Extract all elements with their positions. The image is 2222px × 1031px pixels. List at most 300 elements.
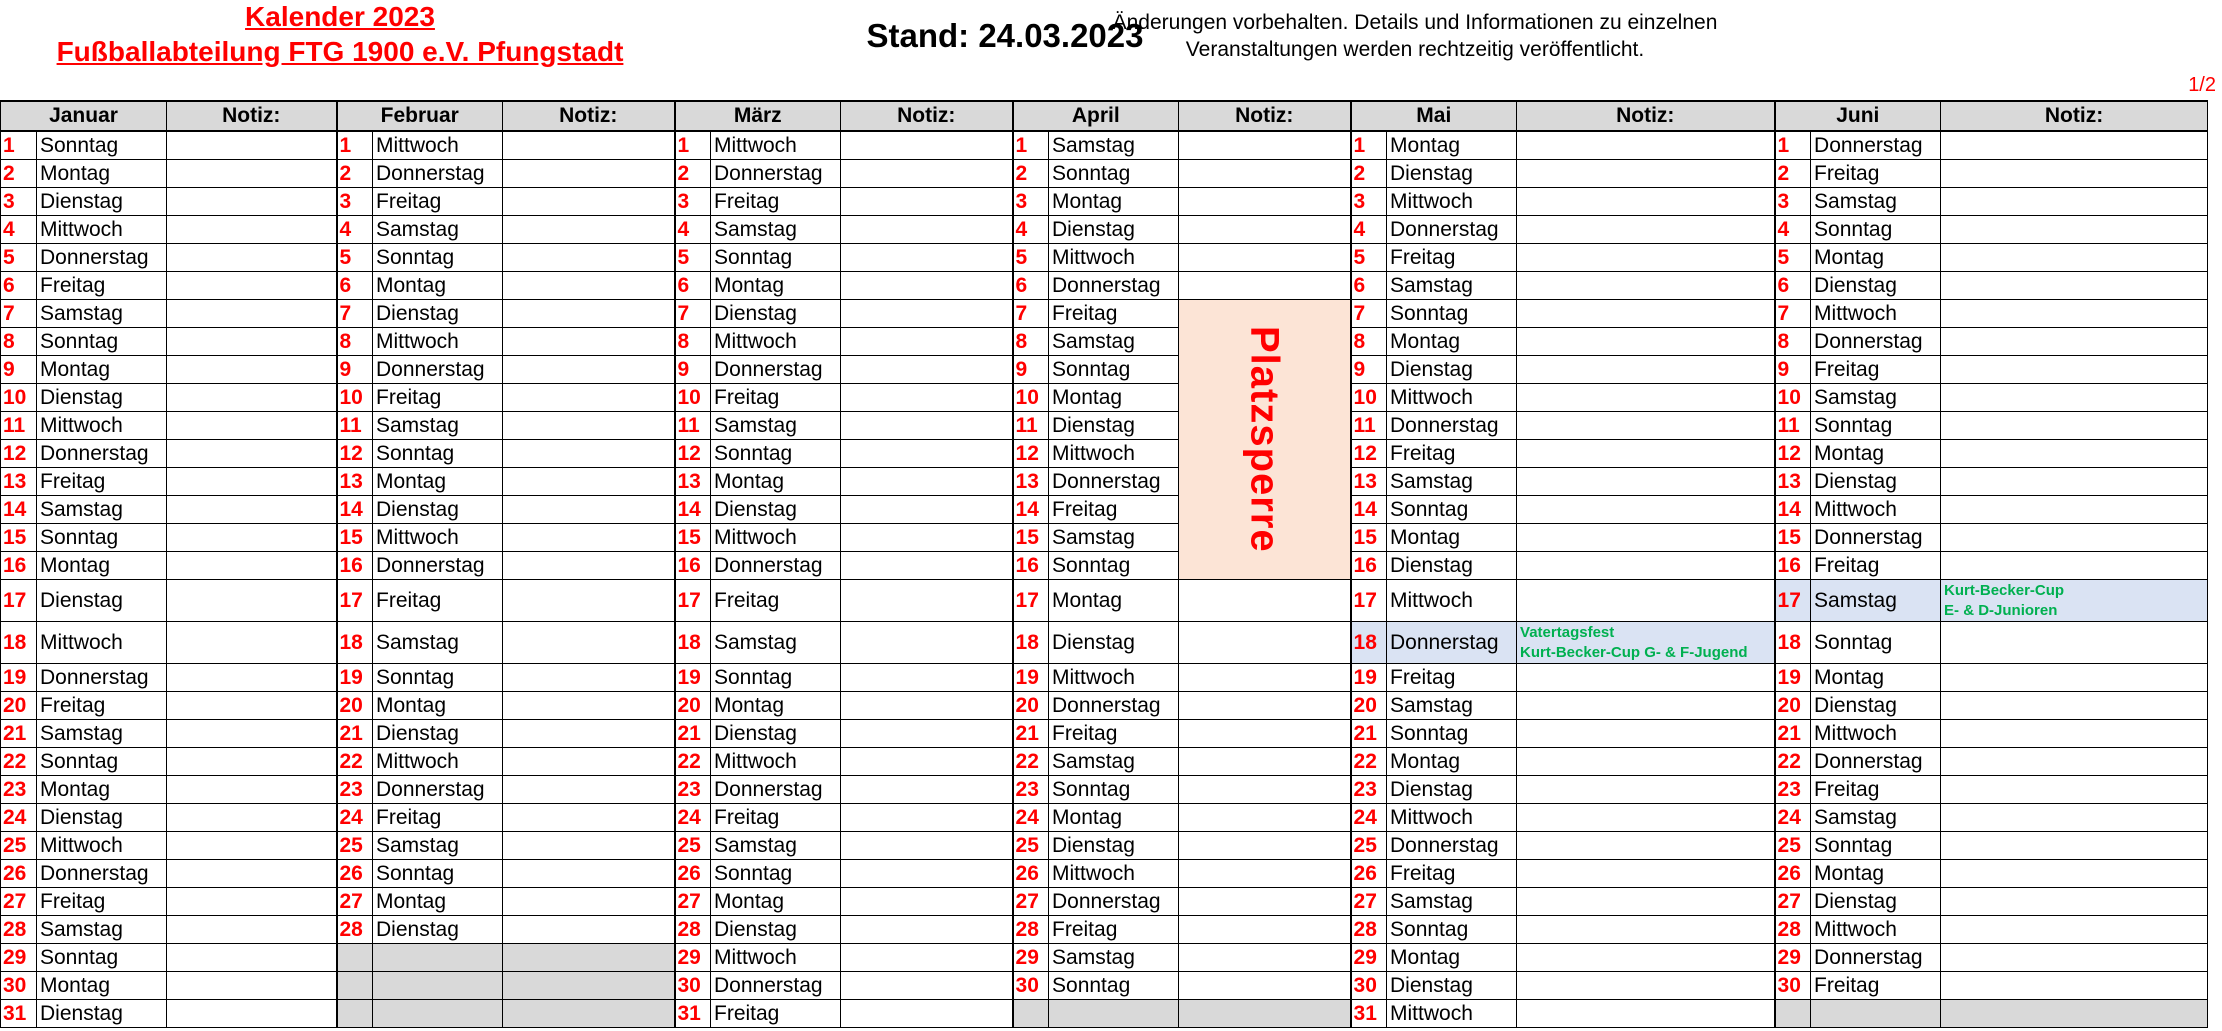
day-number: 25 [337,832,373,860]
note-cell [167,496,337,524]
day-number: 11 [675,412,711,440]
day-number: 20 [1,692,37,720]
day-number: 28 [675,916,711,944]
day-number: 29 [675,944,711,972]
note-cell [503,622,675,664]
day-number: 2 [1775,160,1811,188]
note-cell [167,692,337,720]
weekday-name: Sonntag [1387,300,1517,328]
weekday-name: Freitag [1811,160,1941,188]
weekday-name: Donnerstag [37,440,167,468]
day-number: 20 [675,692,711,720]
weekday-name: Freitag [37,468,167,496]
note-cell [841,412,1013,440]
day-number: 26 [1,860,37,888]
day-number: 5 [1351,244,1387,272]
note-cell [167,300,337,328]
day-number: 15 [337,524,373,552]
day-number: 2 [337,160,373,188]
day-number: 30 [1775,972,1811,1000]
day-number: 14 [1351,496,1387,524]
empty-cell [1179,1000,1351,1028]
notiz-header: Notiz: [841,101,1013,131]
note-cell [503,356,675,384]
weekday-name: Mittwoch [1049,244,1179,272]
table-row [1,804,2208,832]
weekday-name: Dienstag [1811,888,1941,916]
day-number: 7 [1351,300,1387,328]
weekday-name: Dienstag [373,720,503,748]
weekday-name: Donnerstag [1387,412,1517,440]
note-cell [1517,916,1775,944]
note-cell [1517,160,1775,188]
weekday-name: Sonntag [1049,160,1179,188]
note-cell [1941,496,2208,524]
weekday-name: Freitag [373,384,503,412]
day-number: 12 [1013,440,1049,468]
note-cell [167,944,337,972]
day-number: 24 [1351,804,1387,832]
weekday-name: Dienstag [1049,412,1179,440]
weekday-name: Mittwoch [1049,664,1179,692]
weekday-name: Dienstag [1049,216,1179,244]
weekday-name: Freitag [1049,496,1179,524]
weekday-name: Mittwoch [711,524,841,552]
day-number: 14 [337,496,373,524]
weekday-name: Sonntag [1387,916,1517,944]
empty-cell [503,1000,675,1028]
weekday-name: Samstag [711,832,841,860]
day-number: 9 [1013,356,1049,384]
table-row [1,468,2208,496]
day-number: 7 [337,300,373,328]
day-number: 16 [1351,552,1387,580]
weekday-name: Sonntag [711,664,841,692]
event-note [1517,622,1775,664]
note-cell [1517,944,1775,972]
event-note [1941,580,2208,622]
weekday-name: Montag [1049,580,1179,622]
note-cell [503,580,675,622]
day-number: 1 [1351,131,1387,160]
note-cell [1517,888,1775,916]
weekday-name: Samstag [373,832,503,860]
weekday-name: Montag [1387,328,1517,356]
note-cell [1517,188,1775,216]
note-cell [167,832,337,860]
day-number: 8 [1351,328,1387,356]
day-number: 9 [337,356,373,384]
note-cell [167,468,337,496]
note-cell [1941,552,2208,580]
weekday-name: Sonntag [1387,720,1517,748]
weekday-name: Donnerstag [1387,622,1517,664]
note-cell [841,944,1013,972]
note-cell [167,272,337,300]
day-number: 31 [675,1000,711,1028]
month-header-row [1,101,2208,131]
weekday-name: Mittwoch [1387,188,1517,216]
table-row [1,1000,2208,1028]
day-number: 9 [1,356,37,384]
note-cell [1941,160,2208,188]
note-cell [1941,440,2208,468]
weekday-name: Sonntag [711,860,841,888]
day-number: 11 [337,412,373,440]
day-number: 23 [1351,776,1387,804]
weekday-name: Donnerstag [1049,468,1179,496]
empty-cell [503,972,675,1000]
day-number: 20 [1775,692,1811,720]
weekday-name: Dienstag [1387,776,1517,804]
note-cell [841,692,1013,720]
note-cell [1517,412,1775,440]
note-cell [1941,384,2208,412]
day-number: 27 [1775,888,1811,916]
day-number: 22 [675,748,711,776]
note-cell [1179,944,1351,972]
note-cell [167,131,337,160]
weekday-name: Donnerstag [1049,692,1179,720]
note-cell [841,328,1013,356]
day-number: 18 [1351,622,1387,664]
weekday-name: Donnerstag [1811,328,1941,356]
weekday-name: Samstag [373,622,503,664]
weekday-name: Mittwoch [37,216,167,244]
day-number: 16 [337,552,373,580]
weekday-name: Montag [37,972,167,1000]
empty-cell [337,1000,373,1028]
note-cell [167,664,337,692]
table-row [1,860,2208,888]
day-number: 24 [1013,804,1049,832]
day-number: 20 [1013,692,1049,720]
weekday-name: Mittwoch [373,524,503,552]
day-number: 29 [1013,944,1049,972]
day-number: 12 [1351,440,1387,468]
weekday-name: Montag [1387,944,1517,972]
day-number: 6 [1,272,37,300]
day-number: 15 [1013,524,1049,552]
note-cell [1941,916,2208,944]
weekday-name: Mittwoch [711,328,841,356]
day-number: 4 [1351,216,1387,244]
weekday-name: Samstag [1811,580,1941,622]
note-cell [503,188,675,216]
note-cell [1179,244,1351,272]
day-number: 25 [675,832,711,860]
day-number: 23 [1775,776,1811,804]
weekday-name: Mittwoch [1049,860,1179,888]
weekday-name: Donnerstag [711,972,841,1000]
day-number: 14 [1775,496,1811,524]
day-number: 5 [1013,244,1049,272]
table-row [1,244,2208,272]
note-cell [1179,664,1351,692]
day-number: 2 [1013,160,1049,188]
event-note-line: Kurt-Becker-Cup [1944,581,2065,599]
club-name: Fußballabteilung FTG 1900 e.V. Pfungstadt [56,36,624,67]
day-number: 4 [337,216,373,244]
weekday-name: Montag [373,468,503,496]
note-cell [1517,720,1775,748]
day-number: 23 [1013,776,1049,804]
weekday-name: Donnerstag [37,244,167,272]
weekday-name: Dienstag [373,916,503,944]
empty-cell [373,972,503,1000]
note-cell [1179,720,1351,748]
day-number: 1 [1,131,37,160]
day-number: 27 [1,888,37,916]
note-cell [1941,328,2208,356]
weekday-name: Samstag [711,622,841,664]
table-row [1,131,2208,160]
note-cell [167,776,337,804]
month-name-4: April [1013,101,1179,131]
weekday-name: Freitag [1811,356,1941,384]
weekday-name: Dienstag [1049,832,1179,860]
note-cell [167,356,337,384]
note-cell [167,216,337,244]
note-cell [841,131,1013,160]
weekday-name: Montag [37,776,167,804]
day-number: 17 [1,580,37,622]
day-number: 21 [1013,720,1049,748]
weekday-name: Freitag [1387,244,1517,272]
weekday-name: Samstag [1387,468,1517,496]
table-row [1,300,2208,328]
weekday-name: Dienstag [37,1000,167,1028]
day-number: 4 [1775,216,1811,244]
day-number: 29 [1775,944,1811,972]
day-number: 6 [1013,272,1049,300]
weekday-name: Samstag [1811,384,1941,412]
day-number: 5 [1775,244,1811,272]
weekday-name: Mittwoch [1049,440,1179,468]
day-number: 19 [337,664,373,692]
note-cell [1517,832,1775,860]
weekday-name: Samstag [1049,944,1179,972]
note-cell [167,748,337,776]
weekday-name: Donnerstag [1811,131,1941,160]
table-row [1,188,2208,216]
note-cell [841,1000,1013,1028]
note-cell [841,272,1013,300]
weekday-name: Donnerstag [1387,832,1517,860]
note-cell [1517,356,1775,384]
day-number: 8 [1775,328,1811,356]
note-cell [841,888,1013,916]
weekday-name: Samstag [1049,328,1179,356]
note-cell [1941,356,2208,384]
day-number: 26 [1775,860,1811,888]
day-number: 3 [1351,188,1387,216]
month-name-3: März [675,101,841,131]
table-row [1,944,2208,972]
day-number: 8 [675,328,711,356]
weekday-name: Dienstag [711,720,841,748]
table-row [1,384,2208,412]
day-number: 18 [337,622,373,664]
note-cell [167,524,337,552]
note-cell [841,384,1013,412]
note-cell [503,496,675,524]
day-number: 2 [1351,160,1387,188]
note-cell [1517,580,1775,622]
note-cell [841,748,1013,776]
note-cell [1179,860,1351,888]
weekday-name: Sonntag [1387,496,1517,524]
note-cell [167,440,337,468]
day-number: 9 [675,356,711,384]
day-number: 3 [337,188,373,216]
weekday-name: Sonntag [37,748,167,776]
day-number: 26 [675,860,711,888]
table-row [1,524,2208,552]
table-row [1,496,2208,524]
weekday-name: Sonntag [1811,832,1941,860]
day-number: 10 [1775,384,1811,412]
day-number: 6 [675,272,711,300]
weekday-name: Montag [1811,860,1941,888]
empty-cell [1941,1000,2208,1028]
day-number: 8 [1,328,37,356]
day-number: 8 [1013,328,1049,356]
day-number: 16 [1,552,37,580]
weekday-name: Montag [711,272,841,300]
day-number: 16 [675,552,711,580]
note-cell [167,1000,337,1028]
note-cell [1941,131,2208,160]
day-number: 18 [1,622,37,664]
note-cell [1517,131,1775,160]
day-number: 13 [1351,468,1387,496]
weekday-name: Samstag [373,412,503,440]
note-cell [167,972,337,1000]
note-cell [1517,552,1775,580]
weekday-name: Donnerstag [37,860,167,888]
weekday-name: Sonntag [1049,552,1179,580]
day-number: 25 [1013,832,1049,860]
weekday-name: Dienstag [37,580,167,622]
empty-cell [503,944,675,972]
note-cell [167,412,337,440]
weekday-name: Sonntag [373,860,503,888]
empty-cell [373,944,503,972]
day-number: 18 [1775,622,1811,664]
weekday-name: Freitag [1387,664,1517,692]
note-cell [1941,720,2208,748]
day-number: 15 [1351,524,1387,552]
note-cell [503,524,675,552]
note-cell [503,216,675,244]
note-cell [503,131,675,160]
note-cell [1517,384,1775,412]
day-number: 25 [1,832,37,860]
weekday-name: Samstag [1049,748,1179,776]
weekday-name: Montag [37,160,167,188]
weekday-name: Montag [711,692,841,720]
note-cell [1941,832,2208,860]
note-cell [841,580,1013,622]
note-cell [503,328,675,356]
day-number: 3 [1013,188,1049,216]
day-number: 28 [1,916,37,944]
weekday-name: Donnerstag [373,552,503,580]
day-number: 21 [1351,720,1387,748]
day-number: 18 [1013,622,1049,664]
day-number: 30 [1,972,37,1000]
day-number: 19 [1351,664,1387,692]
day-number: 12 [337,440,373,468]
weekday-name: Mittwoch [373,748,503,776]
weekday-name: Dienstag [1811,468,1941,496]
day-number: 7 [675,300,711,328]
weekday-name: Freitag [1387,860,1517,888]
note-cell [1179,916,1351,944]
note-cell [1941,524,2208,552]
day-number: 28 [1351,916,1387,944]
table-row [1,272,2208,300]
note-cell [167,720,337,748]
note-cell [1179,804,1351,832]
weekday-name: Donnerstag [1387,216,1517,244]
day-number: 1 [1775,131,1811,160]
day-number: 29 [1351,944,1387,972]
notiz-header: Notiz: [1517,101,1775,131]
weekday-name: Donnerstag [711,776,841,804]
weekday-name: Montag [373,888,503,916]
weekday-name: Samstag [1387,692,1517,720]
weekday-name: Mittwoch [711,748,841,776]
note-cell [503,860,675,888]
day-number: 17 [337,580,373,622]
table-row [1,328,2208,356]
day-number: 13 [675,468,711,496]
weekday-name: Donnerstag [1811,748,1941,776]
day-number: 28 [1013,916,1049,944]
note-cell [841,720,1013,748]
note-cell [1517,244,1775,272]
day-number: 7 [1013,300,1049,328]
weekday-name: Samstag [1811,188,1941,216]
note-cell [1941,944,2208,972]
weekday-name: Samstag [37,496,167,524]
note-cell [841,622,1013,664]
table-row [1,692,2208,720]
day-number: 11 [1,412,37,440]
day-number: 11 [1013,412,1049,440]
weekday-name: Freitag [1049,300,1179,328]
day-number: 6 [1775,272,1811,300]
day-number: 22 [1013,748,1049,776]
note-cell [503,440,675,468]
empty-cell [373,1000,503,1028]
note-cell [1941,860,2208,888]
weekday-name: Sonntag [711,244,841,272]
weekday-name: Sonntag [373,244,503,272]
day-number: 4 [1013,216,1049,244]
day-number: 17 [1351,580,1387,622]
weekday-name: Dienstag [1049,622,1179,664]
weekday-name: Mittwoch [1387,580,1517,622]
weekday-name: Donnerstag [711,160,841,188]
weekday-name: Montag [37,552,167,580]
note-cell [503,804,675,832]
day-number: 28 [337,916,373,944]
day-number: 12 [1,440,37,468]
weekday-name: Donnerstag [1049,888,1179,916]
